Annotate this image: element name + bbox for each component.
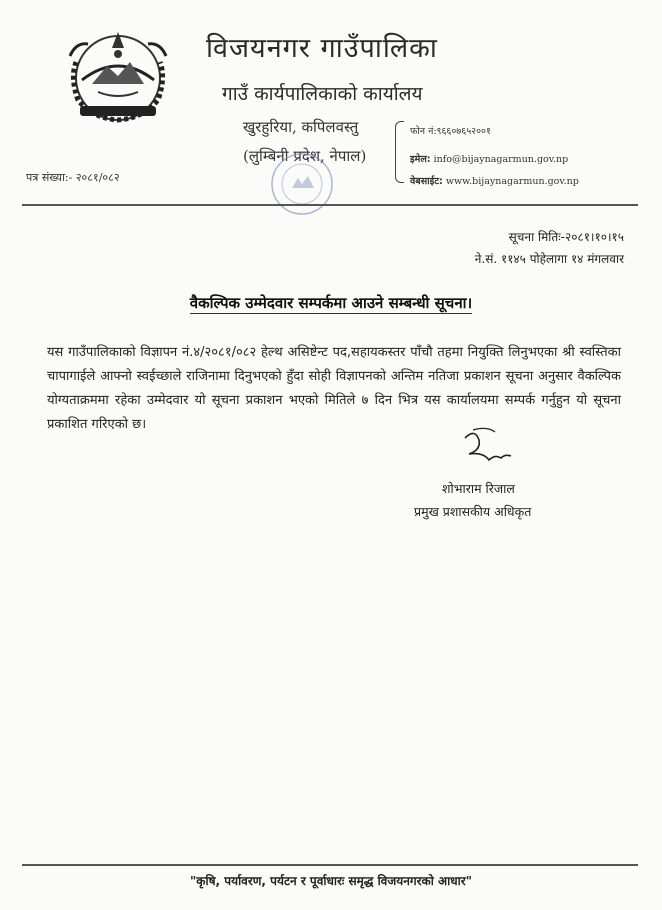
notice-subject-text: वैकल्पिक उम्मेदवार सम्पर्कमा आउने सम्बन्धी सूचना। bbox=[189, 294, 473, 312]
nepal-government-emblem bbox=[62, 22, 174, 130]
office-subtitle: गाउँ कार्यपालिकाको कार्यालय bbox=[222, 83, 423, 105]
website-label: वेबसाईट: bbox=[410, 176, 443, 187]
email-address[interactable]: info@bijaynagarmun.gov.np bbox=[433, 154, 569, 165]
footer-divider bbox=[22, 864, 638, 866]
address-line-1: खुरहुरिया, कपिलवस्तु bbox=[243, 118, 359, 136]
website-line bbox=[410, 174, 579, 187]
email-label: इमेल: bbox=[410, 154, 431, 165]
footer-motto: "कृषि, पर्यावरण, पर्यटन र पूर्वाधारः समृद्ध विजयनगरको आधार" bbox=[190, 874, 472, 888]
contact-bracket bbox=[395, 121, 404, 183]
signatory-name: शोभाराम रिजाल bbox=[442, 481, 515, 496]
notice-body: यस गाउँपालिकाको विज्ञापन नं.४/२०८१/०८२ हेल्थ असिष्टेन्ट पद,सहायकस्तर पाँचौ तहमा नियुक्ति लिनुभएका श्री स्वस्तिका चापागाईले आफ्नो स्वईच्छाले राजिनामा दिनुभएको हुँदा सोही विज्ञापनको अन्तिम नतिजा प्रकाशन सूचना अनुसार वैकल्पिक योग्यताक्रममा रहेका उम्मेदवार यो सूचना प्रकाशन भएको मितिले ७ दिन भित्र यस कार्यालयमा सम्पर्क गर्नुहुन यो सूचना प्रकाशित गरिएको छ। bbox=[47, 345, 621, 432]
email-line bbox=[410, 152, 568, 165]
notice-date: सूचना मितिः-२०८१।१०।१५ bbox=[508, 230, 624, 244]
municipality-title: विजयनगर गाउँपालिका bbox=[206, 33, 438, 64]
header-divider bbox=[22, 204, 638, 206]
website-address[interactable]: www.bijaynagarmun.gov.np bbox=[445, 176, 579, 187]
notice-subject bbox=[0, 293, 662, 313]
signatory-title: प्रमुख प्रशासकीय अधिकृत bbox=[414, 504, 532, 519]
reference-number: पत्र संख्या:- २०८१/०८२ bbox=[26, 171, 120, 184]
address-line-2: (लुम्बिनी प्रदेश, नेपाल) bbox=[243, 147, 367, 165]
office-stamp bbox=[268, 150, 336, 218]
phone-number: फोन नं:९६६०७६५२००१ bbox=[410, 126, 491, 137]
nepal-sambat-date: ने.सं. ११४५ पोहेलागा १४ मंगलवार bbox=[474, 252, 624, 266]
handwritten-signature bbox=[457, 424, 517, 470]
